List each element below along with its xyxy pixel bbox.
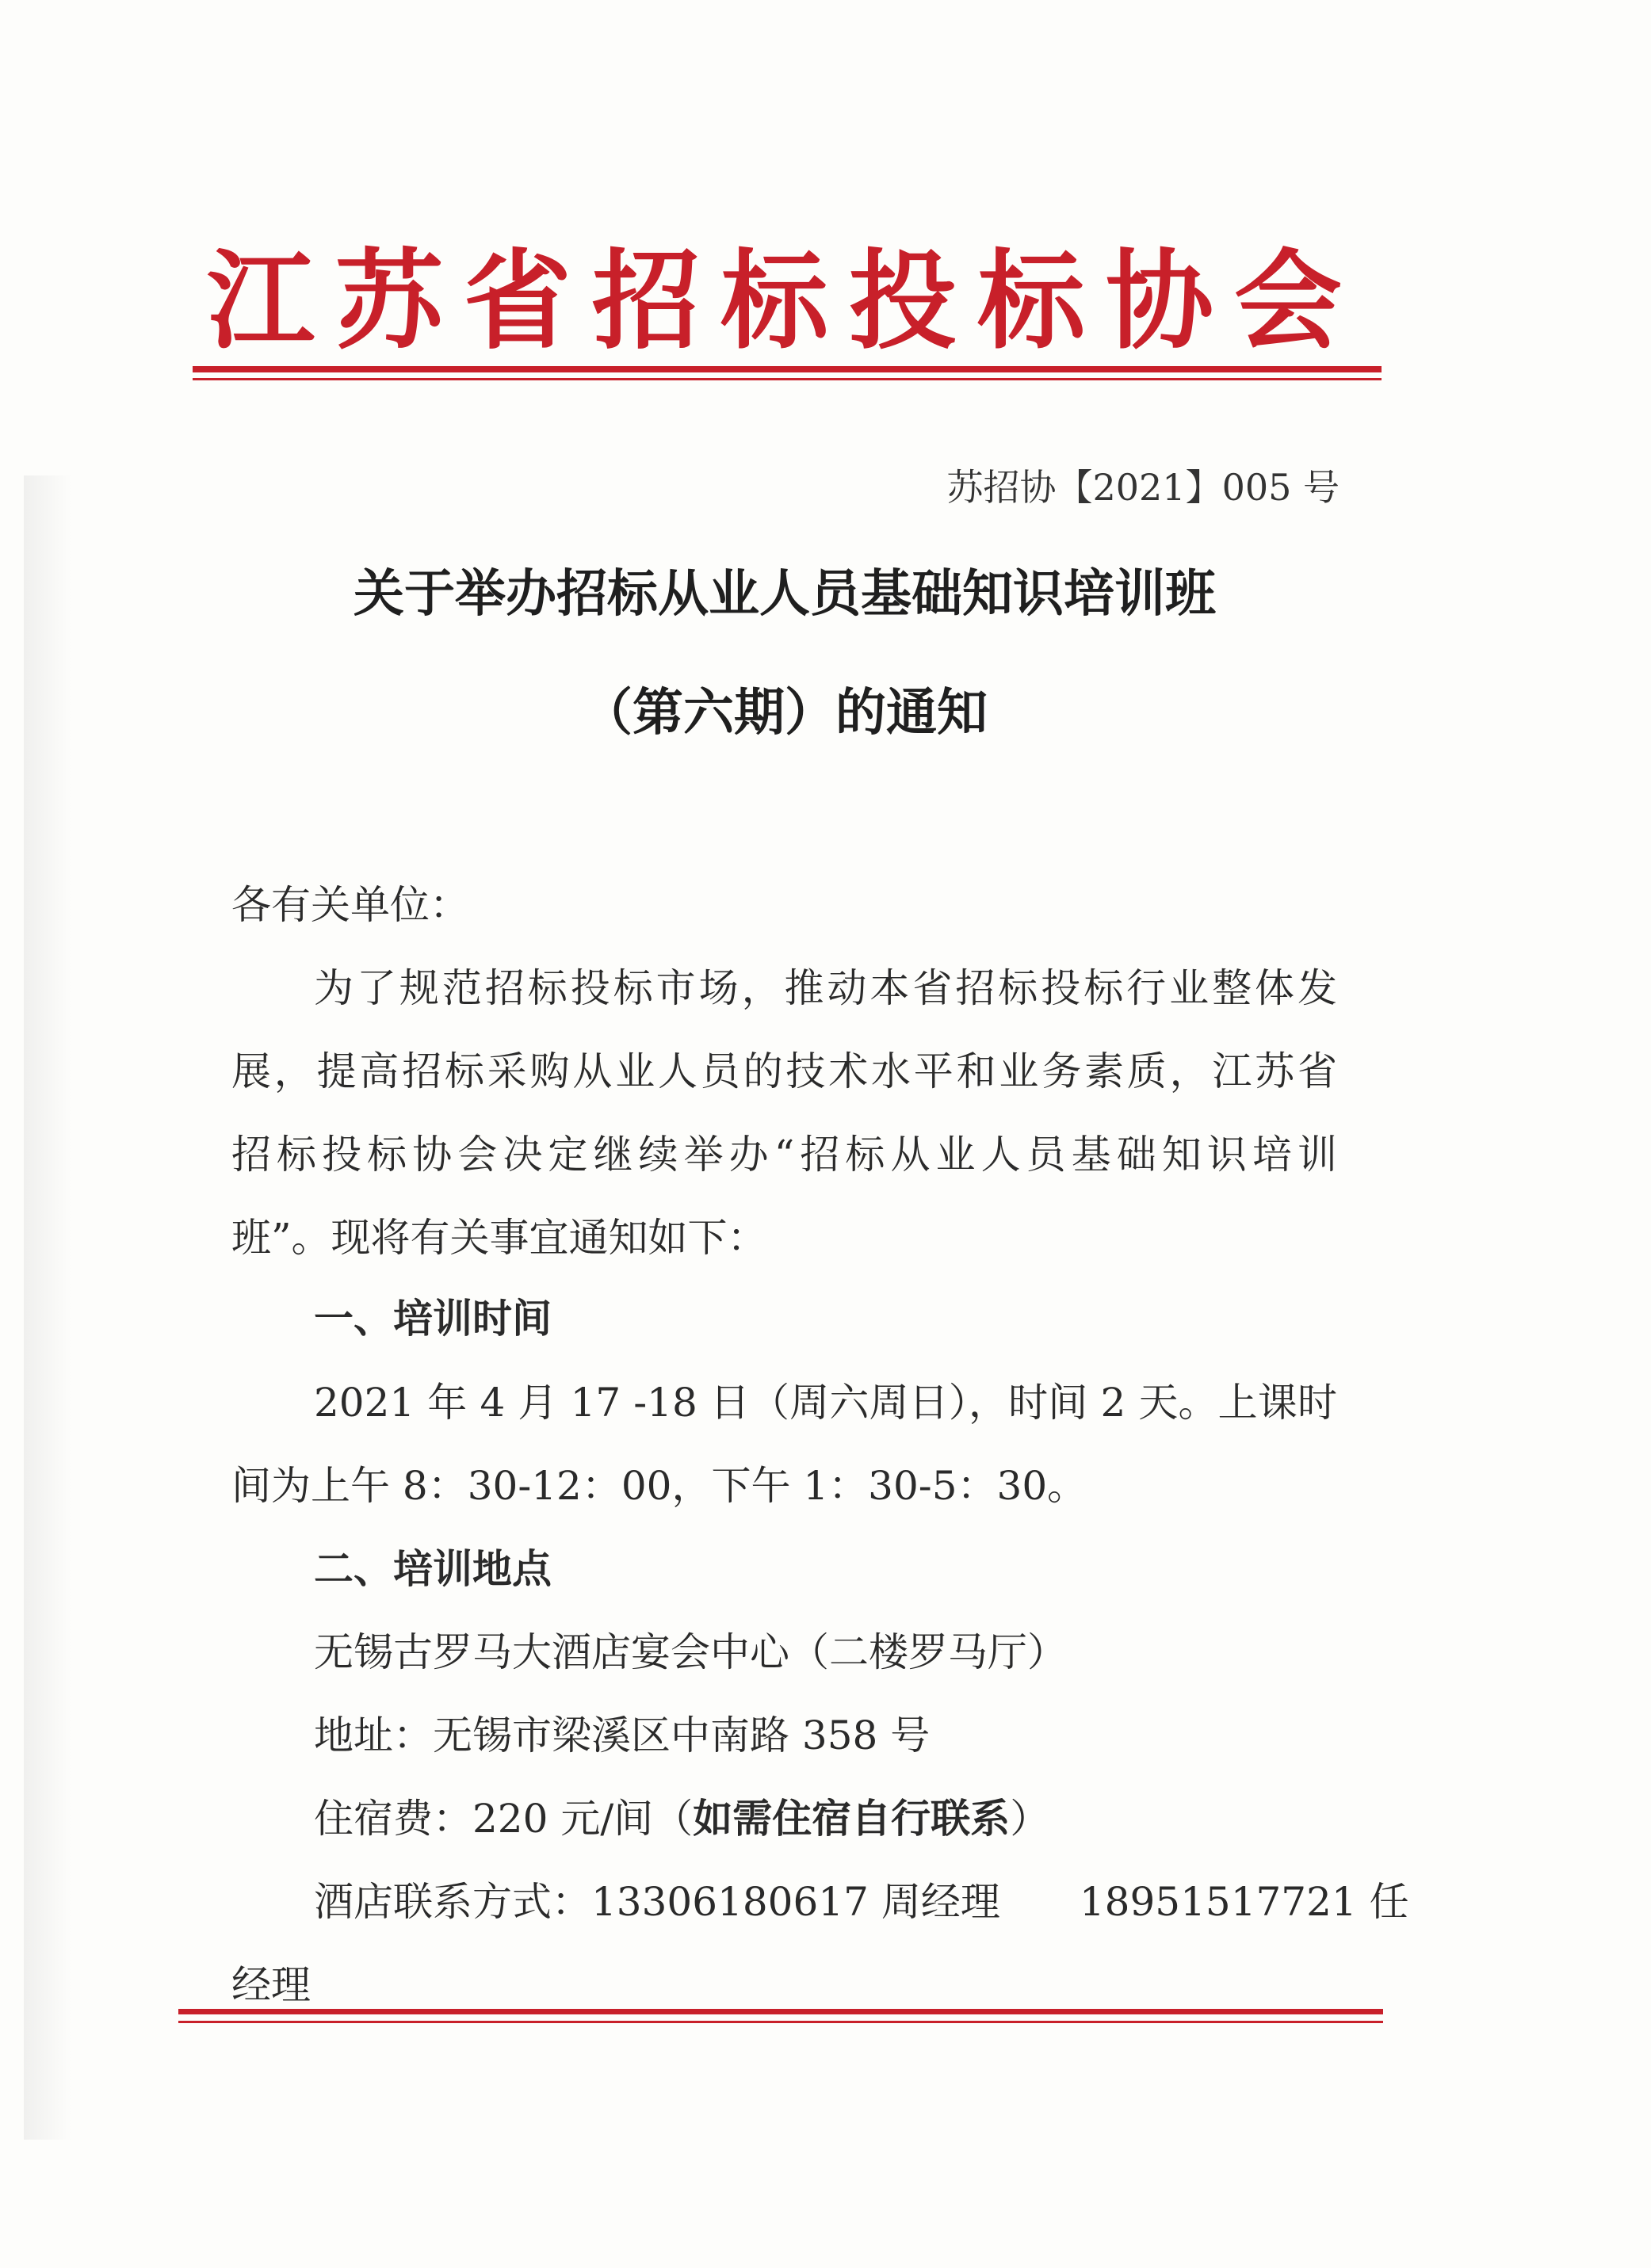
document-number: 苏招协【2021】005 号 bbox=[946, 466, 1340, 509]
intro-line: 招标投标协会决定继续举办“招标从业人员基础知识培训 bbox=[231, 1132, 1337, 1178]
organization-masthead: 江苏省招标投标协会 bbox=[207, 238, 1362, 365]
intro-line: 为了规范招标投标市场，推动本省招标投标行业整体发 bbox=[314, 965, 1337, 1011]
document-title-line-1: 关于举办招标从业人员基础知识培训班 bbox=[354, 564, 1216, 624]
scan-shadow bbox=[24, 475, 71, 2140]
lodging-label: 住宿费：220 元/间（ bbox=[314, 1796, 694, 1842]
masthead-rule-thin bbox=[193, 378, 1382, 380]
address-line: 地址：无锡市梁溪区中南路 358 号 bbox=[314, 1712, 931, 1758]
salutation: 各有关单位： bbox=[231, 882, 469, 928]
document-title-line-2: （第六期）的通知 bbox=[582, 683, 988, 743]
hotel-contact-wrap: 经理 bbox=[231, 1962, 311, 2008]
venue-line: 无锡古罗马大酒店宴会中心（二楼罗马厅） bbox=[314, 1629, 1067, 1675]
lodging-line bbox=[314, 1793, 1049, 1844]
intro-line: 展，提高招标采购从业人员的技术水平和业务素质，江苏省 bbox=[231, 1048, 1337, 1094]
time-line: 间为上午 8：30-12：00，下午 1：30-5：30。 bbox=[231, 1463, 1087, 1509]
time-line: 2021 年 4 月 17 -18 日（周六周日），时间 2 天。上课时 bbox=[314, 1380, 1337, 1426]
footer-rule-thick bbox=[178, 2009, 1383, 2014]
lodging-close: ） bbox=[1010, 1796, 1050, 1842]
section-heading-time: 一、培训时间 bbox=[314, 1295, 552, 1342]
section-heading-location: 二、培训地点 bbox=[314, 1545, 552, 1592]
footer-rule-thin bbox=[178, 2021, 1383, 2023]
masthead-rule-thick bbox=[193, 366, 1382, 372]
lodging-note: 如需住宿自行联系 bbox=[693, 1795, 1011, 1842]
hotel-contact-line: 酒店联系方式：13306180617 周经理 18951517721 任 bbox=[314, 1879, 1409, 1925]
intro-line: 班”。现将有关事宜通知如下： bbox=[231, 1215, 767, 1261]
